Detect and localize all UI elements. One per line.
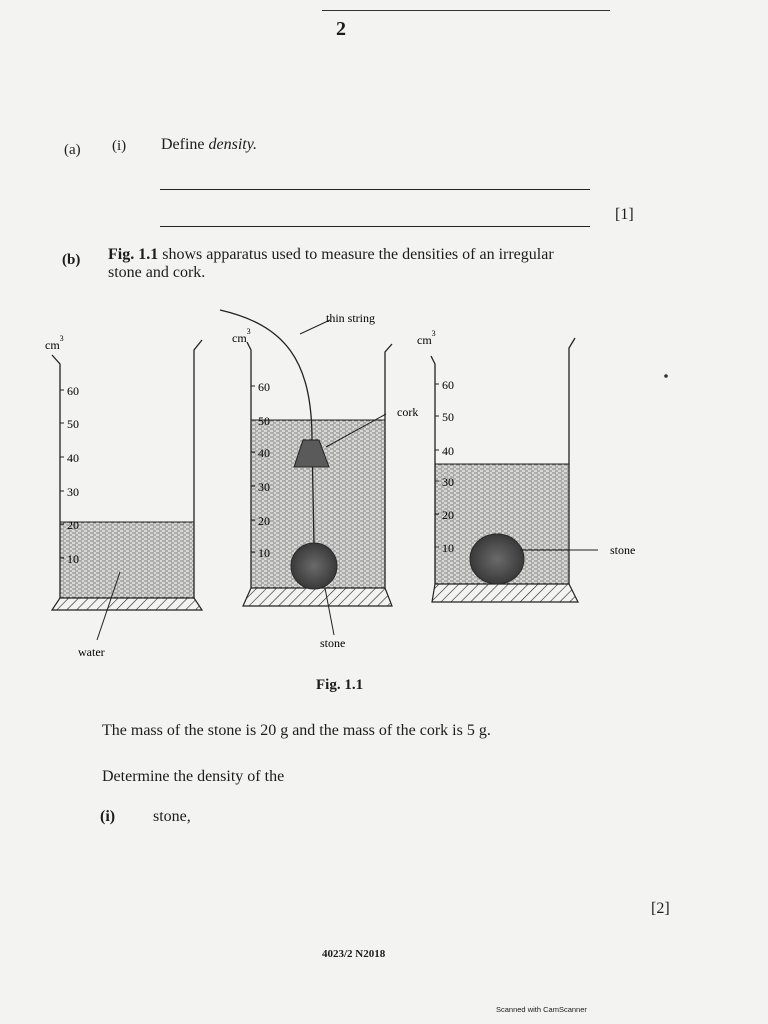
footer-code: 4023/2 N2018 <box>322 948 386 960</box>
answer-line-2[interactable] <box>160 226 590 227</box>
question-a-label: (a) <box>64 142 81 158</box>
stone-middle <box>291 543 337 589</box>
scale-3-20: 20 <box>442 508 454 522</box>
label-cork: cork <box>397 405 419 419</box>
scale-2-60: 60 <box>258 380 270 394</box>
scale-2-50: 50 <box>258 414 270 428</box>
part-i-label: (i) <box>100 808 116 825</box>
info-text: The mass of the stone is 20 g and the mass of the cork is 5 g. <box>102 722 491 739</box>
scale-1-40: 40 <box>67 451 79 465</box>
scale-1-10: 10 <box>67 552 79 566</box>
label-water: water <box>78 645 105 659</box>
marks-1: [1] <box>615 206 634 223</box>
question-b-line-1 <box>108 246 628 264</box>
scale-3-10: 10 <box>442 541 454 555</box>
question-b-text <box>108 246 628 282</box>
scale-2-40: 40 <box>258 446 270 460</box>
label-thin-string: thin string <box>326 311 376 325</box>
question-b-label: (b) <box>62 252 81 268</box>
cylinder-base-1 <box>52 598 202 610</box>
scale-1-60: 60 <box>67 384 79 398</box>
stone-right <box>470 534 524 584</box>
scanner-watermark: Scanned with CamScanner <box>496 1005 587 1014</box>
scale-3-30: 30 <box>442 475 454 489</box>
label-stone-right: stone <box>610 543 636 557</box>
unit-label-3: $cm^3$ <box>417 329 436 347</box>
figure-caption: Fig. 1.1 <box>316 677 364 693</box>
scale-1-50: 50 <box>67 417 79 431</box>
water-fill-1 <box>60 522 194 598</box>
marks-2: [2] <box>651 900 670 917</box>
scale-2-20: 20 <box>258 514 270 528</box>
question-a-text-plain: Define <box>161 136 209 153</box>
scale-3-40: 40 <box>442 444 454 458</box>
scale-1-30: 30 <box>67 485 79 499</box>
cylinder-stone-only <box>431 338 598 602</box>
page-number: 2 <box>336 18 346 40</box>
cylinder-base-2 <box>243 588 392 606</box>
question-a-text <box>161 136 257 154</box>
cylinder-cork-and-stone <box>220 310 392 635</box>
scale-3-50: 50 <box>442 410 454 424</box>
figure-1-1 <box>0 300 768 680</box>
question-b-fig-ref: Fig. 1.1 <box>108 246 159 263</box>
unit-label-1: $cm^3$ <box>45 334 64 352</box>
part-i-text: stone, <box>153 808 191 825</box>
top-rule <box>322 10 610 11</box>
cylinder-base-3 <box>432 584 578 602</box>
answer-line-1[interactable] <box>160 189 590 190</box>
determine-text: Determine the density of the <box>102 768 285 785</box>
scale-2-10: 10 <box>258 546 270 560</box>
question-a-text-italic: density. <box>208 136 257 153</box>
question-b-text-line-2: stone and cork. <box>108 264 206 281</box>
question-b-text-line-1: shows apparatus used to measure the densities of an irregular <box>158 246 554 263</box>
unit-label-2: $cm^3$ <box>232 327 251 345</box>
scale-3-60: 60 <box>442 378 454 392</box>
scale-1-20: 20 <box>67 518 79 532</box>
question-a-sub-label: (i) <box>112 138 127 154</box>
label-stone-middle: stone <box>320 636 346 650</box>
scale-2-30: 30 <box>258 480 270 494</box>
